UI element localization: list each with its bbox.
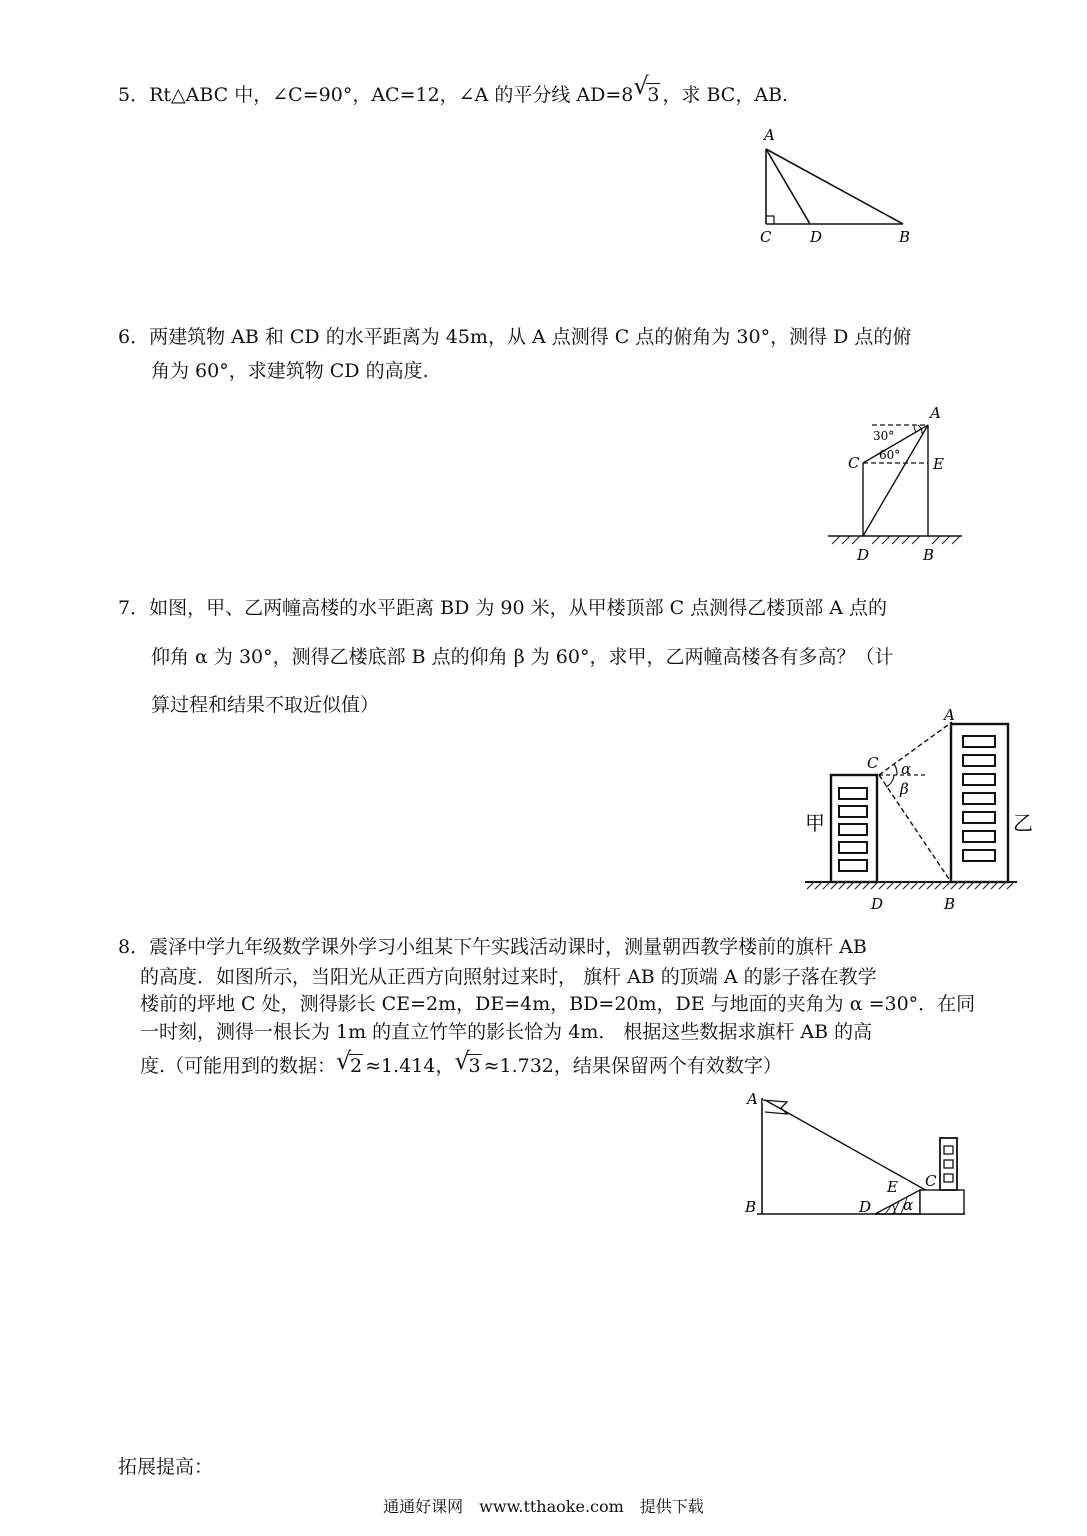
question-number: 6．	[118, 326, 150, 348]
question-text: 楼前的坪地 C 处，测得影长 CE=2m，DE=4m，BD=20m，DE 与地面的夹角为 α =30°．在同	[140, 993, 976, 1015]
figure-q7-tall-buildings	[795, 702, 1045, 917]
label-c: C	[925, 1172, 937, 1190]
angle-label-60: 60°	[879, 448, 901, 462]
question-7-line-1	[118, 593, 887, 620]
label-b: B	[899, 228, 911, 246]
question-text: 角为 60°，求建筑物 CD 的高度.	[151, 360, 429, 382]
label-d: D	[857, 546, 870, 564]
question-text: 如图，甲、乙两幢高楼的水平距离 BD 为 90 米，从甲楼顶部 C 点测得乙楼顶部 A 点的	[149, 597, 888, 619]
label-b: B	[745, 1198, 757, 1216]
question-text: 的高度．如图所示，当阳光从正西方向照射过来时， 旗杆 AB 的顶端 A 的影子落在教学	[140, 966, 877, 988]
question-5	[118, 72, 789, 111]
right-angle-mark	[766, 216, 774, 224]
segment-ab	[766, 149, 903, 224]
question-7-line-2	[151, 642, 893, 669]
label-a: A	[930, 404, 941, 422]
building-jia	[831, 775, 877, 882]
question-text: 度.（可能用到的数据：	[140, 1055, 337, 1077]
question-text: 一时刻，测得一根长为 1m 的直立竹竿的影长恰为 4m． 根据这些数据求旗杆 AB 的高	[140, 1021, 873, 1043]
question-text: 仰角 α 为 30°，测得乙楼底部 B 点的仰角 β 为 60°，求甲，乙两幢高楼各有多高？（计	[151, 646, 894, 668]
question-number: 7．	[118, 597, 150, 619]
section-heading-extension: 拓展提高：	[118, 1456, 214, 1478]
label-e: E	[933, 455, 944, 473]
sqrt-symbol: √ 3	[633, 72, 660, 106]
beta-arc	[886, 775, 894, 787]
angle-label-30: 30°	[873, 429, 895, 443]
label-c: C	[867, 754, 879, 772]
label-alpha: α	[903, 1196, 914, 1214]
footer-credit: 通通好课网 www.tthaoke.com 提供下载	[383, 1497, 704, 1516]
question-text: 算过程和结果不取近似值）	[151, 694, 380, 716]
question-7-line-3	[151, 690, 379, 717]
sight-line-cb	[879, 775, 951, 882]
figure-q5-triangle	[740, 122, 930, 252]
label-c: C	[760, 228, 772, 246]
alpha-arc	[894, 764, 897, 775]
sun-ray-ac	[765, 1100, 929, 1192]
question-6-line-2	[151, 356, 429, 383]
question-text: ≈1.732，结果保留两个有效数字）	[483, 1055, 782, 1077]
label-beta: β	[900, 780, 909, 798]
ground-hatching	[832, 536, 960, 544]
figure-q8-flagpole	[735, 1080, 975, 1230]
question-text-end: ，求 BC，AB.	[662, 84, 789, 106]
flag	[762, 1100, 787, 1114]
question-text: ≈1.414，	[365, 1055, 455, 1077]
platform	[920, 1190, 964, 1214]
question-text: 震泽中学九年级数学课外学习小组某下午实践活动课时，测量朝西教学楼前的旗杆 AB	[149, 936, 867, 958]
sqrt-symbol: √ 3	[454, 1047, 481, 1077]
label-a: A	[747, 1090, 758, 1108]
question-text: 两建筑物 AB 和 CD 的水平距离为 45m，从 A 点测得 C 点的俯角为 30°，测得 D 点的俯	[149, 326, 912, 348]
sight-line-ca	[879, 722, 952, 775]
label-a: A	[944, 706, 955, 724]
question-8-line-5	[140, 1047, 782, 1078]
figure-q6-buildings	[820, 398, 970, 568]
label-b: B	[944, 895, 956, 913]
label-b: B	[923, 546, 935, 564]
label-yi: 乙	[1013, 811, 1033, 835]
question-8-line-1	[118, 932, 867, 959]
question-8-line-3	[140, 989, 975, 1016]
question-number: 5．	[118, 84, 150, 106]
label-d: D	[859, 1198, 872, 1216]
label-d: D	[871, 895, 884, 913]
question-8-line-4	[140, 1017, 872, 1044]
label-c: C	[848, 454, 860, 472]
question-8-line-2	[140, 962, 877, 989]
label-a: A	[764, 126, 775, 144]
angle-arc-30	[914, 425, 916, 432]
question-6-line-1	[118, 322, 911, 349]
question-text: Rt△ABC 中，∠C=90°，AC=12，∠A 的平分线 AD=8	[149, 84, 634, 106]
label-e: E	[887, 1178, 898, 1196]
label-alpha: α	[901, 760, 912, 778]
radicand: 2	[350, 1055, 363, 1077]
label-jia: 甲	[805, 811, 825, 835]
radicand: 3	[468, 1055, 481, 1077]
label-d: D	[810, 228, 823, 246]
radicand: 3	[647, 84, 660, 106]
sqrt-symbol: √ 2	[336, 1047, 363, 1077]
question-number: 8．	[118, 936, 150, 958]
